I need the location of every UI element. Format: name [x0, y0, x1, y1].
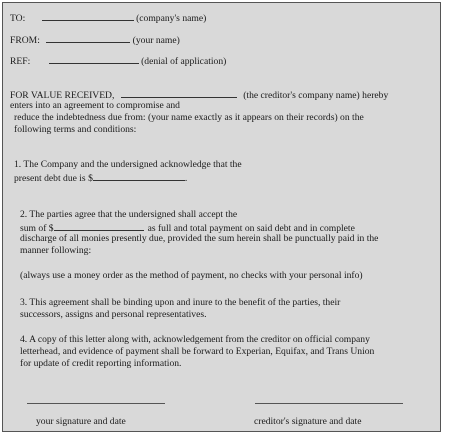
intro-line-2: enters into an agreement to compromise and [10, 100, 180, 111]
debt-amount-blank [93, 171, 185, 181]
from-label: FROM: [10, 35, 40, 46]
intro-line-3: reduce the indebtedness due from: (your name exactly as it appears on their records) on the [14, 112, 364, 123]
to-hint: (company's name) [136, 13, 207, 24]
ref-label: REF: [10, 56, 31, 67]
clause-3-line-2: successors, assigns and personal representatives. [20, 309, 207, 320]
to-row [10, 11, 206, 25]
to-blank [42, 11, 134, 21]
clause-2-line-4: manner following: [20, 245, 92, 256]
clause-1-line-1: 1. The Company and the undersigned acknowledge that the [14, 159, 242, 170]
intro-end: (the creditor's company name) hereby [243, 90, 389, 101]
your-signature-line [27, 403, 165, 404]
clause-4-line-1: 4. A copy of this letter along with, acknowledgement from the creditor on official company [20, 334, 370, 345]
intro-line-4: following terms and conditions: [14, 124, 137, 135]
payment-note: (always use a money order as the method of payment, no checks with your personal info) [20, 270, 363, 281]
agreement-document [2, 2, 441, 432]
ref-row [10, 54, 226, 68]
debt-label: present debt due is $ [14, 173, 93, 184]
from-blank [46, 33, 130, 43]
clause-1-line-2 [14, 171, 187, 185]
debt-period: . [184, 173, 188, 184]
ref-blank [49, 54, 139, 64]
clause-4-line-2: letterhead, and evidence of payment shall be forward to Experian, Equifax, and Trans Union [20, 346, 375, 357]
sum-text: as full and total payment on said debt and in complete [147, 223, 355, 234]
clause-2-line-3: discharge of all monies presently due, provided the sum herein shall be punctually paid in the [20, 233, 379, 244]
sum-label: sum of $ [20, 223, 54, 234]
from-row [10, 33, 180, 47]
clause-2-line-1: 2. The parties agree that the undersigned shall accept the [20, 209, 238, 220]
ref-hint: (denial of application) [141, 56, 227, 67]
clause-3-line-1: 3. This agreement shall be binding upon and inure to the benefit of the parties, their [20, 297, 341, 308]
clause-4-line-3: for update of credit reporting information. [20, 358, 182, 369]
intro-start: FOR VALUE RECEIVED, [10, 90, 115, 101]
your-signature-caption: your signature and date [36, 416, 126, 427]
sum-amount-blank [54, 221, 144, 231]
creditor-signature-caption: creditor's signature and date [254, 416, 362, 427]
to-label: TO: [10, 13, 26, 24]
creditor-name-blank [121, 88, 237, 98]
from-hint: (your name) [132, 35, 180, 46]
creditor-signature-line [255, 403, 403, 404]
